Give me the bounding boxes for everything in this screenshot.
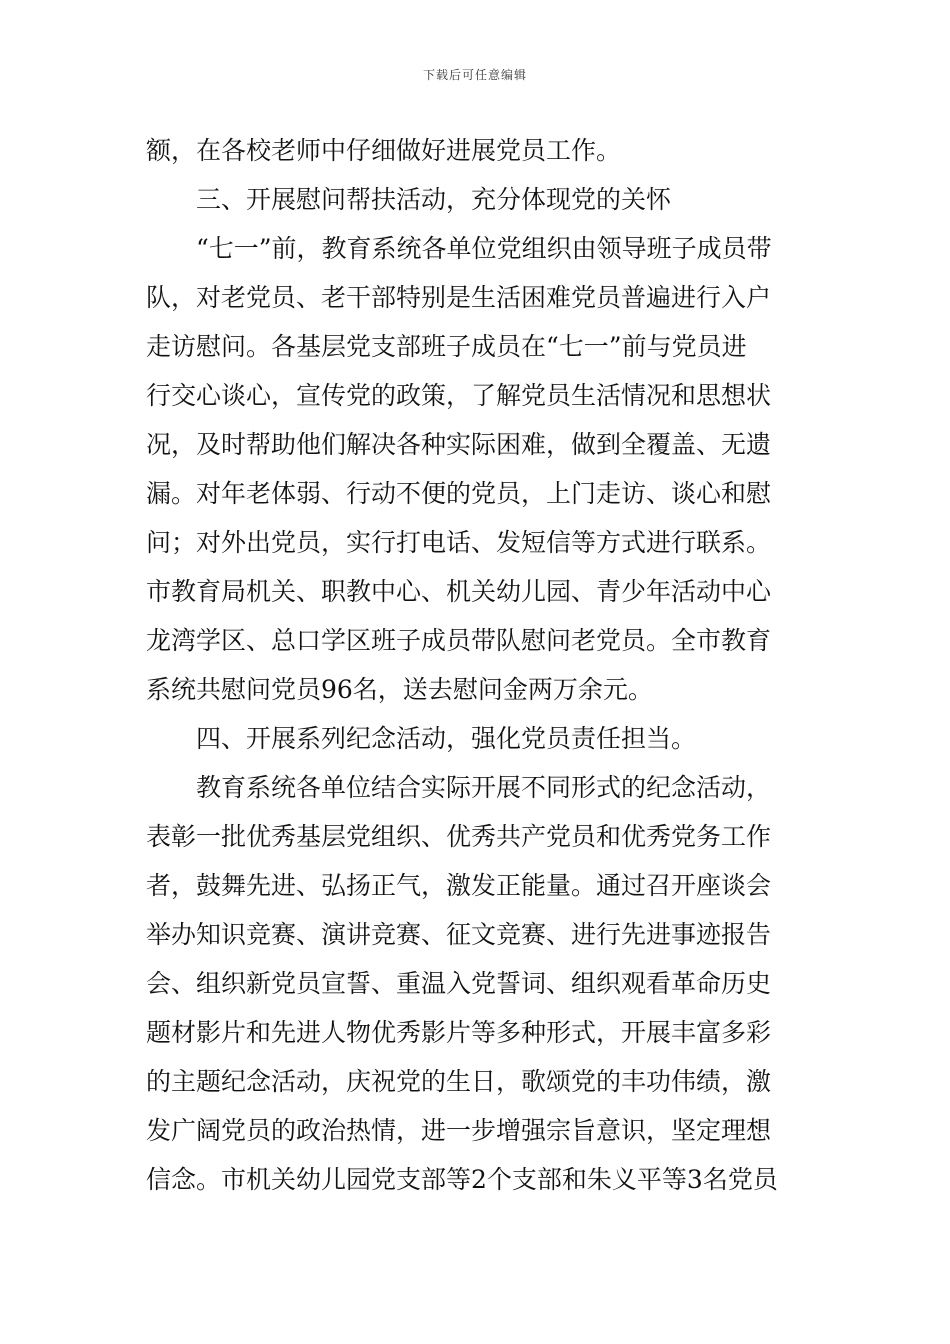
text-line: 走访慰问。各基层党支部班子成员在“七一”前与党员进 [146,332,747,361]
text-line: 问；对外出党员，实行打电话、发短信等方式进行联系。 [146,528,772,557]
text-line: 龙湾学区、总口学区班子成员带队慰问老党员。全市教育 [146,626,772,655]
page-header-note: 下载后可任意编辑 [422,68,527,82]
text-line: 举办知识竞赛、演讲竞赛、征文竞赛、进行先进事迹报告 [146,920,772,949]
text-line: 市教育局机关、职教中心、机关幼儿园、青少年活动中心 [146,577,772,606]
section-heading-3: 三、开展慰问帮扶活动，充分体现党的关怀 [196,185,672,214]
text-line: 的主题纪念活动，庆祝党的生日，歌颂党的丰功伟绩，激 [146,1067,772,1096]
text-line: 行交心谈心，宣传党的政策，了解党员生活情况和思想状 [146,381,772,410]
text-line: 表彰一批优秀基层党组织、优秀共产党员和优秀党务工作 [146,822,772,851]
text-line: 况，及时帮助他们解决各种实际困难，做到全覆盖、无遗 [146,430,772,459]
text-line: 额，在各校老师中仔细做好进展党员工作。 [146,136,622,165]
document-body [146,126,810,1204]
text-line: 队，对老党员、老干部特别是生活困难党员普遍进行入户 [146,283,772,312]
text-line: 漏。对年老体弱、行动不便的党员，上门走访、谈心和慰 [146,479,772,508]
text-line: 系统共慰问党员96名，送去慰问金两万余元。 [146,675,653,704]
text-line: 发广阔党员的政治热情，进一步增强宗旨意识，坚定理想 [146,1116,772,1145]
text-line: 教育系统各单位结合实际开展不同形式的纪念活动， [196,773,772,802]
text-line: “七一”前，教育系统各单位党组织由领导班子成员带 [196,234,772,263]
text-line: 会、组织新党员宣誓、重温入党誓词、组织观看革命历史 [146,969,772,998]
text-line: 题材影片和先进人物优秀影片等多种形式，开展丰富多彩 [146,1018,772,1047]
text-line: 信念。市机关幼儿园党支部等2个支部和朱义平等3名党员 [146,1165,778,1194]
text-line: 者，鼓舞先进、弘扬正气，激发正能量。通过召开座谈会 [146,871,772,900]
section-heading-4: 四、开展系列纪念活动，强化党员责任担当。 [196,724,697,753]
